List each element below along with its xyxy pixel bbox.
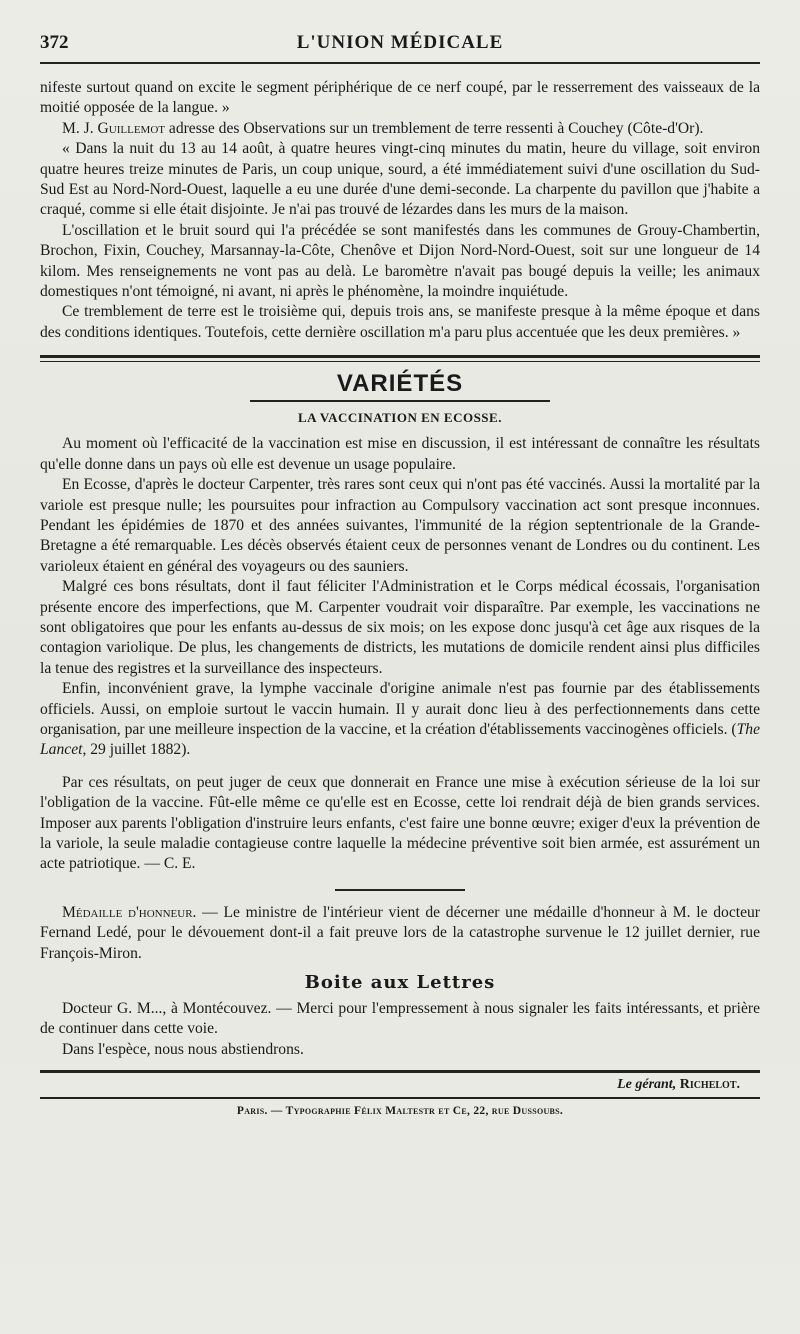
section-title-underline [250,400,550,402]
article-paragraph-4 [40,679,760,761]
article-paragraph-1: Au moment où l'efficacité de la vaccination est mise en discussion, il est intéressant de connaître les résultats qu'elle donne dans un pays où elle est devenue un usage populaire. [40,435,760,473]
article-paragraph-2: En Ecosse, d'après le docteur Carpenter, très rares sont ceux qui n'ont pas été vaccinés. Aussi la mortalité par la variole est presque nulle; les poursuites pour infraction au Compulsory vaccination act sont presque inconnues. Pendant les épidémies de 1870 et des années suivantes, l'immunité de la région septentrionale de la Grande-Bretagne a été remarquable. Les décès observés étaient ceux de personnes venant de Londres ou du continent. Les varioleux étaient en général des voyageurs ou des sauniers. [40,476,760,575]
page-header [40,32,760,64]
short-divider [335,889,465,891]
source-date: , 29 juillet 1882). [82,741,191,759]
gerant-name: Richelot. [679,1077,740,1093]
intro-paragraph-3: « Dans la nuit du 13 au 14 août, à quatre heures vingt-cinq minutes du matin, heure du village, soit environ quatre heures treize minutes de Paris, un coup unique, sourd, a été immédiatement suivi d'une oscillation du Sud-Sud Est au Nord-Nord-Ouest, laquelle a eu une durée d'une demi-seconde. La charpente du pavillon que j'habite a craqué, comme si elle était disjointe. Je n'ai pas trouvé de lézardes dans les murs de la maison. [40,140,760,219]
page-number: 372 [40,32,69,53]
letters-title: Boite aux Lettres [304,972,496,994]
article-title: LA VACCINATION EN ECOSSE. [298,410,502,426]
printer-imprint: Paris. — Typographie Félix Maltestr et Ce, 22, rue Dussoubs. [236,1105,564,1118]
article-paragraph-5: Par ces résultats, on peut juger de ceux que donnerait en France une mise à exécution sérieuse de la loi sur l'obligation de la vaccine. Fût-elle même ce qu'elle est en Ecosse, cette loi rendrait déjà de bien grands services. Imposer aux parents l'obligation d'instruire leurs enfants, c'est faire une bonne œuvre; exiger d'eux la prévention de la variole, la seule maladie contagieuse contre laquelle la médecine préventive soit bien armée, est assurément un acte patriotique. — C. E. [40,773,760,873]
intro-paragraph-5: Ce tremblement de terre est le troisième qui, depuis trois ans, se manifeste presque à la même époque et dans des conditions identiques. Toutefois, cette dernière oscillation m'a paru plus accentuée que les deux premières. » [40,303,760,341]
footer-divider [40,1070,760,1073]
gerant-line [40,1077,740,1093]
section-divider [40,355,760,362]
intro-paragraph-2 [40,119,760,139]
article-paragraph-3: Malgré ces bons résultats, dont il faut féliciter l'Administration et le Corps médical écossais, l'organisation présente encore des imperfections, que M. Carpenter voudrait voir disparaître. Par exemple, les vaccinations ne sont obligatoires que pour les enfants au-dessus de six mois; on les expose donc jusqu'à cet âge aux risques de la contagion variolique. De plus, les changements de districts, les mutations de domicile rendent ainsi plus difficiles la tenue des registres et la surveillance des inspecteurs. [40,578,760,677]
source-title: The Lancet [40,720,760,759]
paragraph-gap [40,761,760,773]
medaille-paragraph [40,903,760,964]
medaille-label: Médaille d'honneur. [62,903,197,921]
article-paragraph-4-text: Enfin, inconvénient grave, la lymphe vaccinale d'origine animale n'est pas fournie par des établissements officiels. Aussi, on emploie surtout le vaccin humain. Il y aurait donc lieu à des perfectionnements dans cette organisation, par une meilleure inspection de la vaccine, et la création d'établissements vaccinogènes officiels. ( [40,680,760,738]
running-title: L'UNION MÉDICALE [296,32,504,53]
intro-paragraph-4: L'oscillation et le bruit sourd qui l'a précédée se sont manifestés dans les communes de Grouy-Chambertin, Brochon, Fixin, Couchey, Marsannay-la-Côte, Chenôve et Dijon Nord-Nord-Ouest, soit sur une longueur de 14 kilom. Mes renseignements ne vont pas au delà. Le baromètre n'avait pas bougé depuis la veille; les animaux domestiques n'ont témoigné, ni avant, ni après le phénomène, la moindre inquiétude. [40,221,760,301]
letters-paragraph-1: Docteur G. M..., à Montécouvez. — Merci pour l'empressement à nous signaler les faits intéressants, et prière de continuer dans cette voie. [40,1000,760,1038]
gerant-label: Le gérant, [617,1077,680,1093]
intro-paragraph-2-text: adresse des Observations sur un tremblement de terre ressenti à Couchey (Côte-d'Or). [165,119,704,137]
section-title: VARIÉTÉS [336,370,464,398]
intro-paragraph-1: nifeste surtout quand on excite le segment périphérique de ce nerf coupé, par le resserrement des vaisseaux de la moitié opposée de la langue. » [40,79,760,117]
author-name: M. J. Guillemot [62,119,165,137]
letters-paragraph-2: Dans l'espèce, nous nous abstiendrons. [62,1040,304,1058]
imprint-divider [40,1097,760,1099]
medaille-text: — Le ministre de l'intérieur vient de décerner une médaille d'honneur à M. le docteur Fernand Ledé, pour le dévouement dont-il a fait preuve lors de la catastrophe survenue le 12 juillet dernier, rue François-Miron. [40,903,760,962]
